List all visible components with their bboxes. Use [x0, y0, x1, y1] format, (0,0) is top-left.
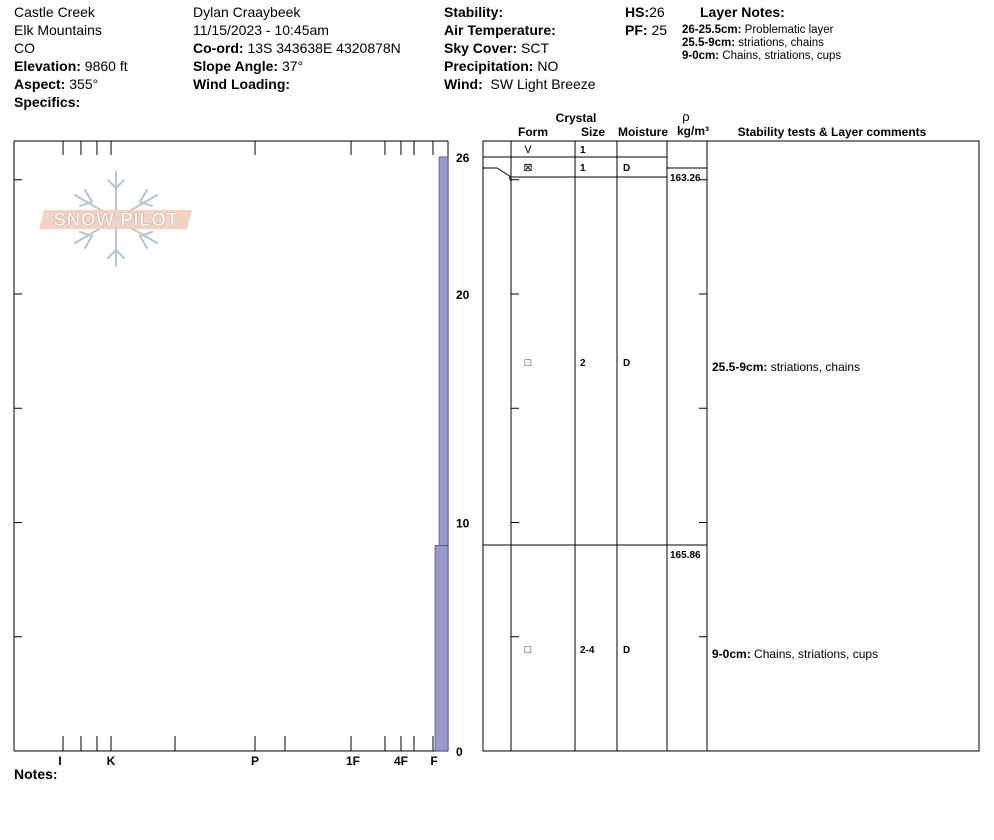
aspect-label: Aspect: [14, 76, 66, 92]
wind-value: SW Light Breeze [490, 76, 596, 92]
hardness-label: K [106, 754, 116, 768]
height-label: 10 [456, 516, 470, 531]
layer-comment [712, 360, 860, 374]
hardness-label: 1F [345, 754, 361, 768]
moisture-header: Moisture [617, 125, 669, 139]
hardness-bar [439, 157, 448, 545]
hardness-label: 4F [393, 754, 409, 768]
layer-comment-range: 9-0cm: [712, 647, 751, 661]
layer-comment-text: striations, chains [767, 360, 861, 374]
snowpilot-logo [39, 172, 192, 266]
elevation-label: Elevation: [14, 58, 81, 74]
coord-value: 13S 343638E 4320878N [247, 40, 401, 56]
comments-header: Stability tests & Layer comments [737, 125, 927, 139]
aspect-value: 355° [69, 76, 99, 92]
layer-size: 1 [580, 163, 586, 174]
notes-label: Notes: [14, 766, 58, 782]
density-value: 165.86 [670, 550, 701, 561]
hardness-label: I [58, 754, 62, 768]
hardness-label: P [250, 754, 260, 768]
surface-size: 1 [580, 145, 586, 156]
layer-form-symbol: □ [524, 357, 532, 369]
elevation-value: 9860 ft [84, 58, 128, 74]
stability-label: Stability: [444, 4, 504, 20]
height-label: 26 [456, 150, 470, 165]
sky-label: Sky Cover: [444, 40, 518, 56]
layer-form-symbol: □ [524, 644, 532, 656]
hardness-bar [435, 545, 448, 751]
state: CO [14, 40, 35, 56]
specifics-label: Specifics: [14, 94, 81, 110]
notes [14, 765, 58, 783]
location: Castle Creek [14, 4, 95, 20]
layer-note-range: 25.5-9cm: [682, 37, 736, 49]
layer-note-text: Problematic layer [744, 24, 834, 36]
crystal-header: Crystal [555, 111, 597, 125]
layer-moisture: D [623, 358, 631, 369]
wind-label: Wind: [444, 76, 483, 92]
density-value: 163.26 [670, 173, 701, 184]
layer-comment-range: 25.5-9cm: [712, 360, 768, 374]
layer-comment-text: Chains, striations, cups [750, 647, 879, 661]
hardness-label: F [430, 754, 438, 768]
precip-label: Precipitation: [444, 58, 534, 74]
hardness-plot [14, 141, 448, 751]
hs-label: HS: [625, 4, 650, 20]
datetime: 11/15/2023 - 10:45am [193, 22, 329, 38]
pf-label: PF: [625, 22, 648, 38]
form-header: Form [518, 125, 548, 139]
height-label: 0 [456, 745, 463, 759]
hs-value: 26 [649, 4, 665, 20]
layer-moisture: D [623, 163, 631, 174]
wind-loading-label: Wind Loading: [193, 76, 291, 92]
rho-header: ρ [682, 109, 690, 124]
surface-form-symbol: V [524, 144, 532, 156]
observer: Dylan Craaybeek [193, 4, 301, 20]
layer-form-symbol: ⊠ [523, 162, 533, 174]
layer-size: 2 [580, 358, 586, 369]
layer-notes-title: Layer Notes: [700, 4, 785, 20]
layer-size: 2-4 [580, 645, 595, 656]
density-unit-header: kg/m³ [676, 124, 710, 138]
height-label: 20 [456, 288, 470, 302]
layer-note-range: 26-25.5cm: [682, 24, 742, 36]
pf-value: 25 [651, 22, 668, 38]
mountain-range: Elk Mountains [14, 22, 102, 38]
logo-text: SNOW PILOT [53, 210, 179, 231]
air-temp-label: Air Temperature: [444, 22, 556, 38]
layer-connector-line [483, 168, 511, 177]
coord-label: Co-ord: [193, 40, 244, 56]
layer-moisture: D [623, 645, 631, 656]
slope-label: Slope Angle: [193, 58, 279, 74]
layer-comment [712, 647, 878, 661]
precip-value: NO [537, 58, 559, 74]
layer-note-text: Chains, striations, cups [722, 50, 842, 62]
layer-note-text: striations, chains [738, 37, 824, 49]
sky-value: SCT [521, 40, 550, 56]
size-header: Size [580, 125, 606, 139]
layer-note-range: 9-0cm: [682, 50, 720, 62]
slope-value: 37° [281, 58, 304, 74]
